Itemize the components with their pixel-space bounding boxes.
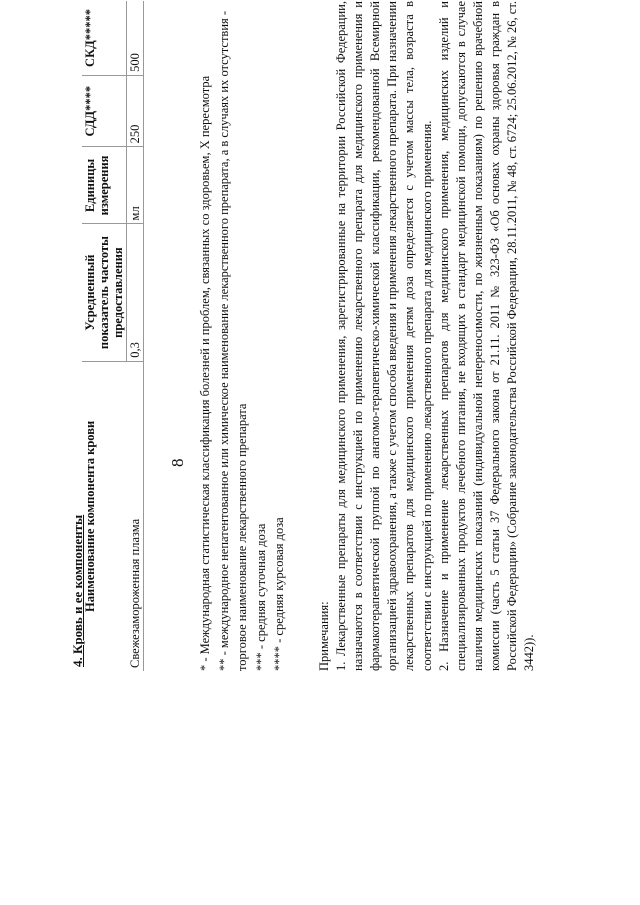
- footnote-icd: * - Международная статистическая классификация болезней и проблем, связанных со здоровьем, X пересмотра: [198, 75, 212, 671]
- cell-component-name: Свежезамороженная плазма: [127, 361, 144, 671]
- blood-components-table: [82, 1, 144, 671]
- cell-sdd: 250: [127, 75, 144, 147]
- notes-section: [316, 1, 538, 671]
- cell-skd: 500: [127, 1, 144, 75]
- footnote-inn: ** - международное непатентованное или химическое наименование лекарственного препарата, а в случаях их отсутствия - торговое наименование лекарственного препарата: [216, 10, 249, 671]
- footnotes: [196, 1, 289, 671]
- footnote-daily-dose: *** - средняя суточная доза: [253, 523, 268, 671]
- header-frequency: Усредненный показатель частоты предоставления: [82, 224, 127, 361]
- cell-frequency: 0,3: [127, 224, 144, 361]
- header-component-name: Наименование компонента крови: [83, 420, 97, 612]
- table-row: [127, 1, 144, 671]
- note-item: 2. Назначение и применение лекарственных препаратов для медицинского применения, медицинских изделий и специализированных продуктов лечебного питания, не входящих в стандарт медицинской помощи, допускаются в случае наличия медицинских показаний (индивидуальной непереносимости, по жизненным показаниям) по решению врачебной комиссии (часть 5 статьи 37 Федерального закона от 21.11. 2011 № 323-ФЗ «Об основах охраны здоровья граждан в Российской Федерации» (Собрание законодательства Российской Федерации, 28.11.2011, № 48, ст. 6724; 25.06.2012, № 26, ст. 3442)).: [436, 1, 537, 671]
- cell-unit: мл: [127, 147, 144, 224]
- note-item: 1. Лекарственные препараты для медицинского применения, зарегистрированные на территории Российской Федерации, назначаются в соответствии с инструкцией по применению лекарственного препарата для медицинского применения и фармакотерапевтической группой по анатомо-терапевтическо-химической классификации, рекомендованной Всемирной организацией здравоохранения, а также с учетом способа введения и применения лекарственного препарата. При назначении лекарственных препаратов для медицинского применения детям доза определяется с учетом массы тела, возраста в соответствии с инструкцией по применению лекарственного препарата для медицинского применения.: [334, 1, 434, 671]
- header-unit: Единицы измерения: [82, 147, 127, 224]
- table-header-row: [82, 1, 127, 671]
- section-title: 4. Кровь и ее компоненты: [70, 514, 85, 667]
- header-sdd: СДД****: [82, 75, 127, 147]
- footnote-course-dose: **** - средняя курсовая доза: [272, 517, 286, 671]
- notes-title: Примечания:: [317, 601, 331, 671]
- page-number: 8: [168, 458, 187, 467]
- header-skd: СКД*****: [82, 1, 127, 75]
